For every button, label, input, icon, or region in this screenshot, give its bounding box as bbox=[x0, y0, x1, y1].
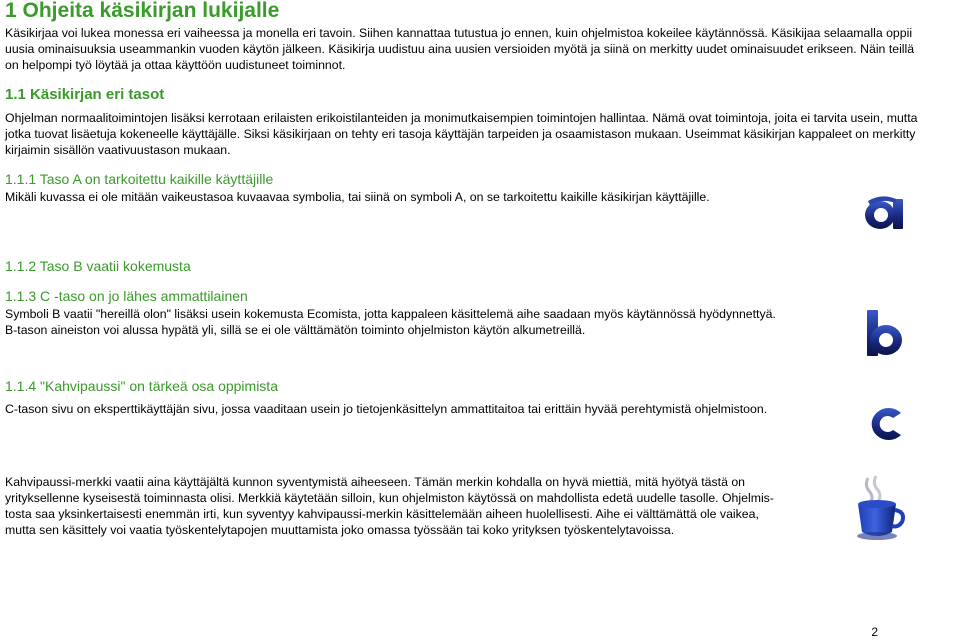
coffee-text-line-2: yrityksellenne kyseisestä toiminnasta olisi. Merkkiä käytetään silloin, kun ohjelmiston käytössä on mahdollista edetä uudelle tasolle. Ohjelmis- bbox=[5, 491, 774, 505]
level-b-icon bbox=[864, 308, 906, 358]
intro-line-3: on helpompi työ löytää ja ottaa käyttöön uudistuneet toiminnot. bbox=[5, 58, 346, 72]
coffee-text-line-3: tosta saa yksinkertaisesti enemmän irti, kun syventyy kahvipaussi-merkin käsittelemään aiheen huolellisesti. Aihe ei välttämättä ole vaikea, bbox=[5, 507, 759, 521]
coffee-cup-icon bbox=[846, 474, 908, 544]
section-text-line-2: jotka tuovat lisäetuja kokeneelle käyttäjälle. Siksi käsikirjaan on tehty eri tasoja käyttäjän tarpeiden ja osaamistason mukaan. Useimmat käsikirjan kappaleet on merkitty bbox=[5, 127, 916, 141]
section-text-line-1: Ohjelman normaalitoimintojen lisäksi kerrotaan erilaisten erikoistilanteiden ja monimutkaisempien toimintojen hallintaa. Nämä ovat toimintoja, joita ei tarvita usein, mutta bbox=[5, 111, 918, 125]
subheading-coffee-break: 1.1.4 "Kahvipaussi" on tärkeä osa oppimista bbox=[5, 378, 278, 394]
level-c-text: C-tason sivu on eksperttikäyttäjän sivu, jossa vaaditaan usein jo tietojenkäsittelyn ammattitaitoa tai erittäin hyvää perehtymistä ohjelmistoon. bbox=[5, 402, 768, 416]
subheading-level-c: 1.1.3 C -taso on jo lähes ammattilainen bbox=[5, 288, 248, 304]
level-c-icon bbox=[864, 404, 906, 444]
coffee-text-line-4: mutta sen käsittely voi vaatia työskentelytapojen muuttamista joko omassa työssään tai koko yrityksen työskentelytavoissa. bbox=[5, 523, 675, 537]
page-number: 2 bbox=[871, 625, 878, 639]
level-b-text-line-1: Symboli B vaatii "hereillä olon" lisäksi usein kokemusta Ecomista, jotta kappaleen käsittelemä aihe saadaan myös käytännössä hyödynnettyä. bbox=[5, 307, 776, 321]
level-a-icon bbox=[862, 193, 908, 233]
subheading-level-a: 1.1.1 Taso A on tarkoitettu kaikille käyttäjille bbox=[5, 171, 274, 187]
intro-line-2: uusia ominaisuuksia useammankin vuoden käytön jälkeen. Käsikirja uudistuu aina uusien versioiden myötä ja siinä on merkitty uudet ominaisuudet erikseen. Näin teillä bbox=[5, 42, 915, 56]
subheading-level-b: 1.1.2 Taso B vaatii kokemusta bbox=[5, 258, 191, 274]
section-text-line-3: kirjaimin sisällön vaativuustason mukaan. bbox=[5, 143, 231, 157]
section-heading: 1.1 Käsikirjan eri tasot bbox=[5, 86, 165, 103]
level-a-text: Mikäli kuvassa ei ole mitään vaikeustasoa kuvaavaa symbolia, tai siinä on symboli A, on se tarkoitettu kaikille käsikirjan käyttäjille. bbox=[5, 190, 710, 204]
level-b-text-line-2: B-tason aineiston voi alussa hypätä yli, sillä se ei ole välttämätön toiminto ohjelmiston käytön alkumetreillä. bbox=[5, 323, 586, 337]
page-heading: 1 Ohjeita käsikirjan lukijalle bbox=[5, 0, 280, 22]
intro-line-1: Käsikirjaa voi lukea monessa eri vaiheessa ja monella eri tavoin. Siihen kannattaa tutustua jo ennen, kuin ohjelmistoa kokeilee käytännössä. Käsikijaa selaamalla oppii bbox=[5, 26, 913, 40]
coffee-text-line-1: Kahvipaussi-merkki vaatii aina käyttäjältä kunnon syventymistä aiheeseen. Tämän merkin kohdalla on hyvä miettiä, mitä hyötyä tästä on bbox=[5, 475, 746, 489]
